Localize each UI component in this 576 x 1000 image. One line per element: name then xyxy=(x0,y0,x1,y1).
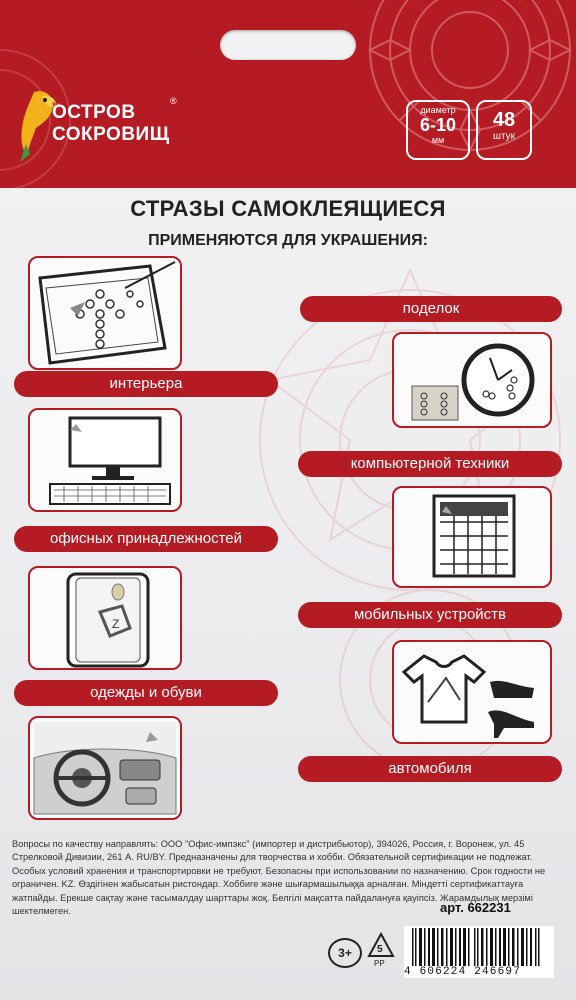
computer-panel xyxy=(28,408,182,512)
recycle-code: PP xyxy=(374,959,385,968)
computer-icon xyxy=(30,410,180,510)
quantity-value: 48 xyxy=(492,109,516,131)
legal-text: Вопросы по качеству направлять: ООО "Офис-импэкс" (импортер и дистрибьютор), 394026, Россия, г. Воронеж, ул. 45 Стрелковой Дивизии, 261 А. RU/BY. Предназначены для творчества и хобби. Обязательной сертификации не подлежат. Особых условий хранения и транспортировки не требуют. Безопасны при использовании по назначению. Срок годности не ограничен. KZ. Өздігінен жабысатын ристондар. Хоббиге және шығармашылыққа арналған. Міндетті сертификаттауға жатпайды. Ерекше сақтау және тасымалдау шарттары жоқ. Белгілі мақсатта пайдалануға қауіпсіз. Жарамдылық мерзімі шектелмеген. xyxy=(12,839,546,917)
brand-line1: ОСТРОВ xyxy=(52,102,136,123)
barcode-digits: 4 606224 246697 xyxy=(404,966,554,978)
header-band xyxy=(0,0,576,188)
mobile-panel xyxy=(28,566,182,670)
use-ribbon-crafts: поделок xyxy=(300,296,562,322)
brand-line2: СОКРОВИЩ xyxy=(52,124,170,145)
crafts-panel xyxy=(28,256,182,370)
office-panel xyxy=(392,486,552,588)
use-ribbon-interior: интерьера xyxy=(14,371,278,397)
recycle-number: 5 xyxy=(377,944,383,955)
phone-icon xyxy=(30,568,180,668)
clothes-panel xyxy=(392,640,552,744)
car-panel xyxy=(28,716,182,820)
diameter-value: 6-10 xyxy=(419,115,457,135)
use-ribbon-computer: компьютерной техники xyxy=(298,451,562,477)
age-mark: 3+ xyxy=(328,938,362,968)
quantity-unit: штук xyxy=(492,131,516,142)
diameter-box xyxy=(406,100,470,160)
product-title: СТРАЗЫ САМОКЛЕЯЩИЕСЯ xyxy=(130,196,446,221)
use-ribbon-office: офисных принадлежностей xyxy=(14,526,278,552)
quantity-box xyxy=(476,100,532,160)
recycle-icon xyxy=(366,932,396,968)
article-number: арт. 662231 xyxy=(440,900,511,915)
clothes-icon xyxy=(394,642,550,742)
product-subtitle: ПРИМЕНЯЮТСЯ ДЛЯ УКРАШЕНИЯ: xyxy=(148,232,428,249)
use-ribbon-clothes: одежды и обуви xyxy=(14,680,278,706)
diameter-caption: диаметр xyxy=(420,105,456,115)
interior-panel xyxy=(392,332,552,428)
clock-icon xyxy=(394,334,550,426)
svg-text:Z: Z xyxy=(112,617,120,631)
folder-icon xyxy=(394,488,550,586)
registered-mark: ® xyxy=(170,96,177,106)
crafts-icon xyxy=(30,258,180,368)
use-ribbon-car: автомобиля xyxy=(298,756,562,782)
car-dashboard-icon xyxy=(30,718,180,818)
use-ribbon-mobile: мобильных устройств xyxy=(298,602,562,628)
hang-hole xyxy=(220,30,356,60)
diameter-unit: мм xyxy=(431,135,445,145)
